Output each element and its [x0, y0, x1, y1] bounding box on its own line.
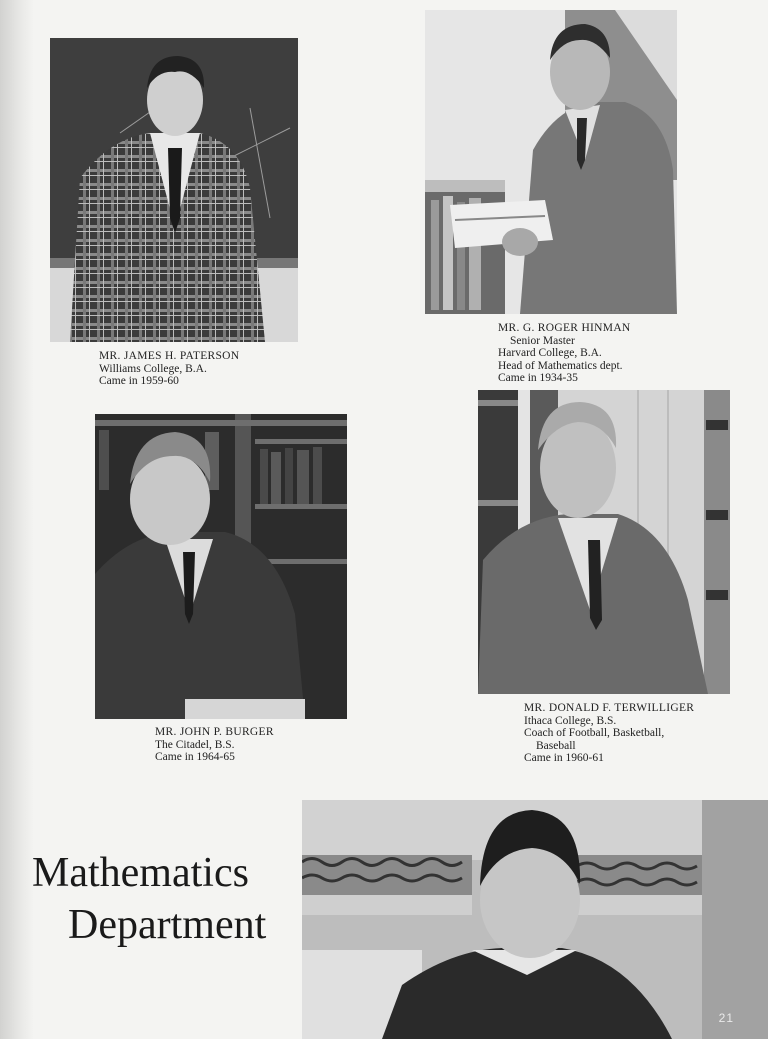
faculty-name: MR. DONALD F. TERWILLIGER [524, 702, 695, 714]
photo-terwilliger [478, 390, 730, 694]
portrait-sweater-curtains-icon [302, 800, 768, 1039]
faculty-detail: Senior Master [510, 334, 575, 347]
department-title-line2: Department [68, 902, 267, 948]
faculty-detail: Harvard College, B.A. [498, 347, 602, 360]
faculty-detail: Came in 1960-61 [524, 752, 604, 765]
photo-bottom-portrait [302, 800, 768, 1039]
faculty-detail: The Citadel, B.S. [155, 738, 235, 751]
faculty-detail: Head of Mathematics dept. [498, 359, 623, 372]
caption-terwilliger [524, 702, 694, 765]
caption-paterson [99, 350, 239, 388]
page-gutter-shadow [0, 0, 34, 1039]
portrait-wood-panel-icon [478, 390, 730, 694]
page-number: 21 [718, 1011, 734, 1025]
faculty-detail: Coach of Football, Basketball, [524, 727, 665, 740]
photo-paterson [50, 38, 298, 342]
faculty-name: MR. G. ROGER HINMAN [498, 322, 631, 334]
faculty-detail: Came in 1964-65 [155, 751, 235, 764]
portrait-tweed-jacket-icon [425, 10, 677, 314]
faculty-detail: Came in 1934-35 [498, 372, 578, 385]
photo-hinman [425, 10, 677, 314]
photo-burger [95, 414, 347, 719]
caption-burger [155, 726, 274, 764]
faculty-detail: Williams College, B.A. [99, 362, 207, 375]
faculty-detail: Baseball [536, 739, 576, 752]
department-title-line1: Mathematics [32, 850, 249, 896]
faculty-detail: Ithaca College, B.S. [524, 714, 617, 727]
portrait-bookshelves-icon [95, 414, 347, 719]
faculty-detail: Came in 1959-60 [99, 375, 179, 388]
faculty-name: MR. JAMES H. PATERSON [99, 350, 240, 362]
portrait-plaid-jacket-icon [50, 38, 298, 342]
caption-hinman [498, 322, 631, 385]
faculty-name: MR. JOHN P. BURGER [155, 726, 274, 738]
